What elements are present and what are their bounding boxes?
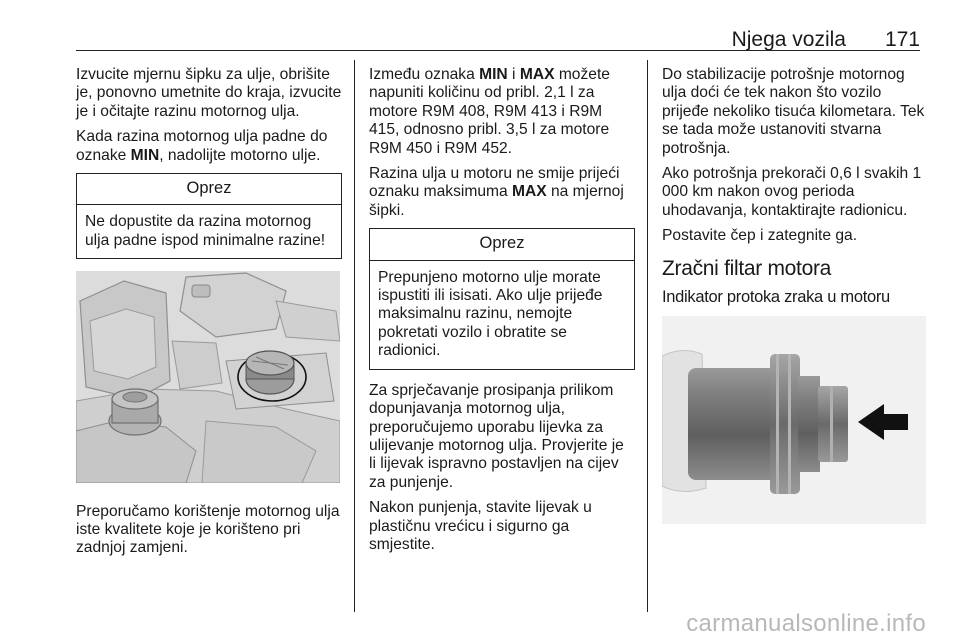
section-title: Njega vozila [731,28,846,51]
column-divider-1 [354,60,355,612]
max-mark: MAX [519,66,555,83]
paragraph-dipstick: Izvucite mjernu šipku za ulje, obrišite je, ponovno umetnite do kraja, izvucite je i očitajte razinu motornog ulja. [76,66,342,120]
min-mark: MIN [479,66,508,83]
air-flow-indicator-illustration [662,316,926,529]
caution-title: Oprez [370,229,634,260]
column-1 [76,66,342,565]
min-mark: MIN [130,146,160,164]
caution-box-2 [369,228,635,369]
paragraph-cap: Postavite čep i zategnite ga. [662,227,858,245]
column-divider-2 [647,60,648,612]
watermark: carmanualsonline.info [686,610,926,637]
page-header [76,26,920,52]
engine-bay-illustration [76,271,342,488]
paragraph-min-level: Kada razina motornog ulja padne do oznake MIN, nadolijte motorno ulje. [76,128,328,164]
column-2 [369,66,635,561]
engine-bay-drawing [76,271,340,483]
section-heading: Zračni filtar motora [662,256,832,280]
max-mark: MAX [512,183,547,201]
caution-text: Ne dopustite da razina motornog ulja padne ispod minimalne razine! [85,213,326,249]
header-rule [76,50,920,51]
caution-box-1 [76,173,342,259]
paragraph-after-filling: Nakon punjenja, stavite lijevak u plastičnu vrećicu i sigurno ga smjestite. [369,499,592,553]
paragraph-consumption-limit: Ako potrošnja prekorači 0,6 l svakih 1 000 km nakon ovog perioda uhodavanja, kontaktirajte radionicu. [662,165,922,219]
subsection-heading: Indikator protoka zraka u motoru [662,288,890,307]
caution-title: Oprez [77,174,341,205]
paragraph-oil-quality: Preporučamo korištenje motornog ulja iste kvalitete koje je korišteno pri zadnjoj zamjeni. [76,502,340,557]
air-flow-indicator-drawing [662,316,926,524]
paragraph-consumption: Do stabilizacije potrošnje motornog ulja doći će tek nakon što vozilo prijeđe nekoliko tisuća kilometara. Tek se tada može ustanoviti stvarna potrošnja. [662,66,925,157]
caution-text: Prepunjeno motorno ulje morate ispustiti ili isisati. Ako ulje prijeđe maksimalnu razinu, nemojte pokretati vozilo i obratite se radionici. [378,268,603,360]
page-number: 171 [884,28,920,51]
paragraph-fill-quantity: Između oznaka MIN i MAX možete napuniti količinu od pribl. 2,1 l za motore R9M 408, R9M 413 i R9M 415, odnosno pribl. 3,5 l za motore R9M 450 i R9M 452. [369,66,610,157]
paragraph-funnel: Za sprječavanje prosipanja prilikom dopunjavanja motornog ulja, preporučujemo uporabu lijevka za ulijevanje motornog ulja. Provjerite je li lijevak ispravno postavljen na cijev za punjenje. [369,381,624,491]
column-3 [662,66,926,544]
paragraph-max-level: Razina ulja u motoru ne smije prijeći oznaku maksimuma MAX na mjernoj šipki. [369,165,624,219]
